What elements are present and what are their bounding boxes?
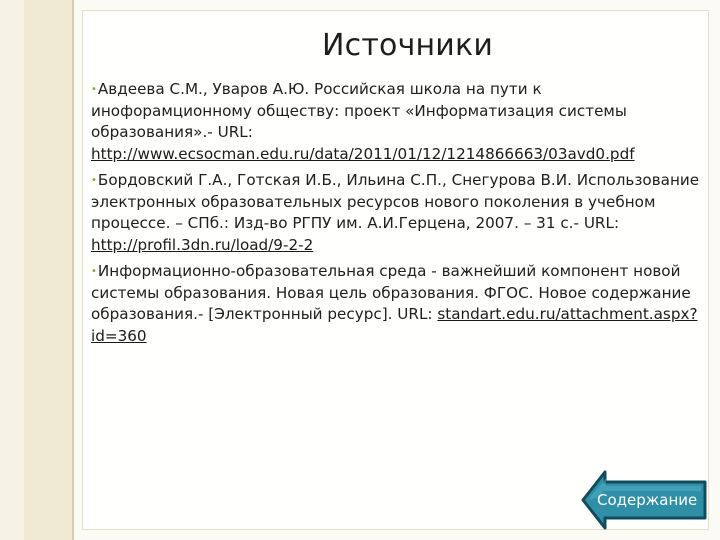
bullet-icon: • xyxy=(91,266,97,277)
sources-list xyxy=(91,79,701,352)
decorative-side-panel xyxy=(0,0,72,540)
slide-title: Источники xyxy=(322,28,494,63)
source-entry xyxy=(91,170,701,256)
source-entry xyxy=(91,261,701,347)
side-panel-divider xyxy=(72,0,74,540)
source-text: Информационно-образовательная среда - важнейший компонент новой системы образования. Новая цель образования. ФГОС. Новое содержание образования.- [Электронный ресурс]. URL: xyxy=(91,262,691,323)
source-link[interactable]: http://www.ecsocman.edu.ru/data/2011/01/12/1214866663/03avd0.pdf xyxy=(91,144,635,163)
source-text: Авдеева С.М., Уваров А.Ю. Российская школа на пути к инофорамционному обществу: проект «Информатизация системы образования».- URL: xyxy=(91,80,627,141)
contents-button[interactable] xyxy=(581,468,709,532)
source-link[interactable]: http://profil.3dn.ru/load/9-2-2 xyxy=(91,235,314,254)
side-panel-highlight xyxy=(0,0,24,540)
source-entry xyxy=(91,79,701,165)
bullet-icon: • xyxy=(91,84,97,95)
source-text: Бордовский Г.А., Готская И.Б., Ильина С.П., Снегурова В.И. Использование электронных образовательных ресурсов нового поколения в учебном процессе. – СПб.: Изд-во РГПУ им. А.И.Герцена, 2007. – 31 с.- URL: xyxy=(91,171,700,232)
source-link[interactable]: standart.edu.ru/attachment.aspx?id=360 xyxy=(91,305,698,345)
contents-button-label: Содержание xyxy=(597,491,698,509)
bullet-icon: • xyxy=(91,175,97,186)
